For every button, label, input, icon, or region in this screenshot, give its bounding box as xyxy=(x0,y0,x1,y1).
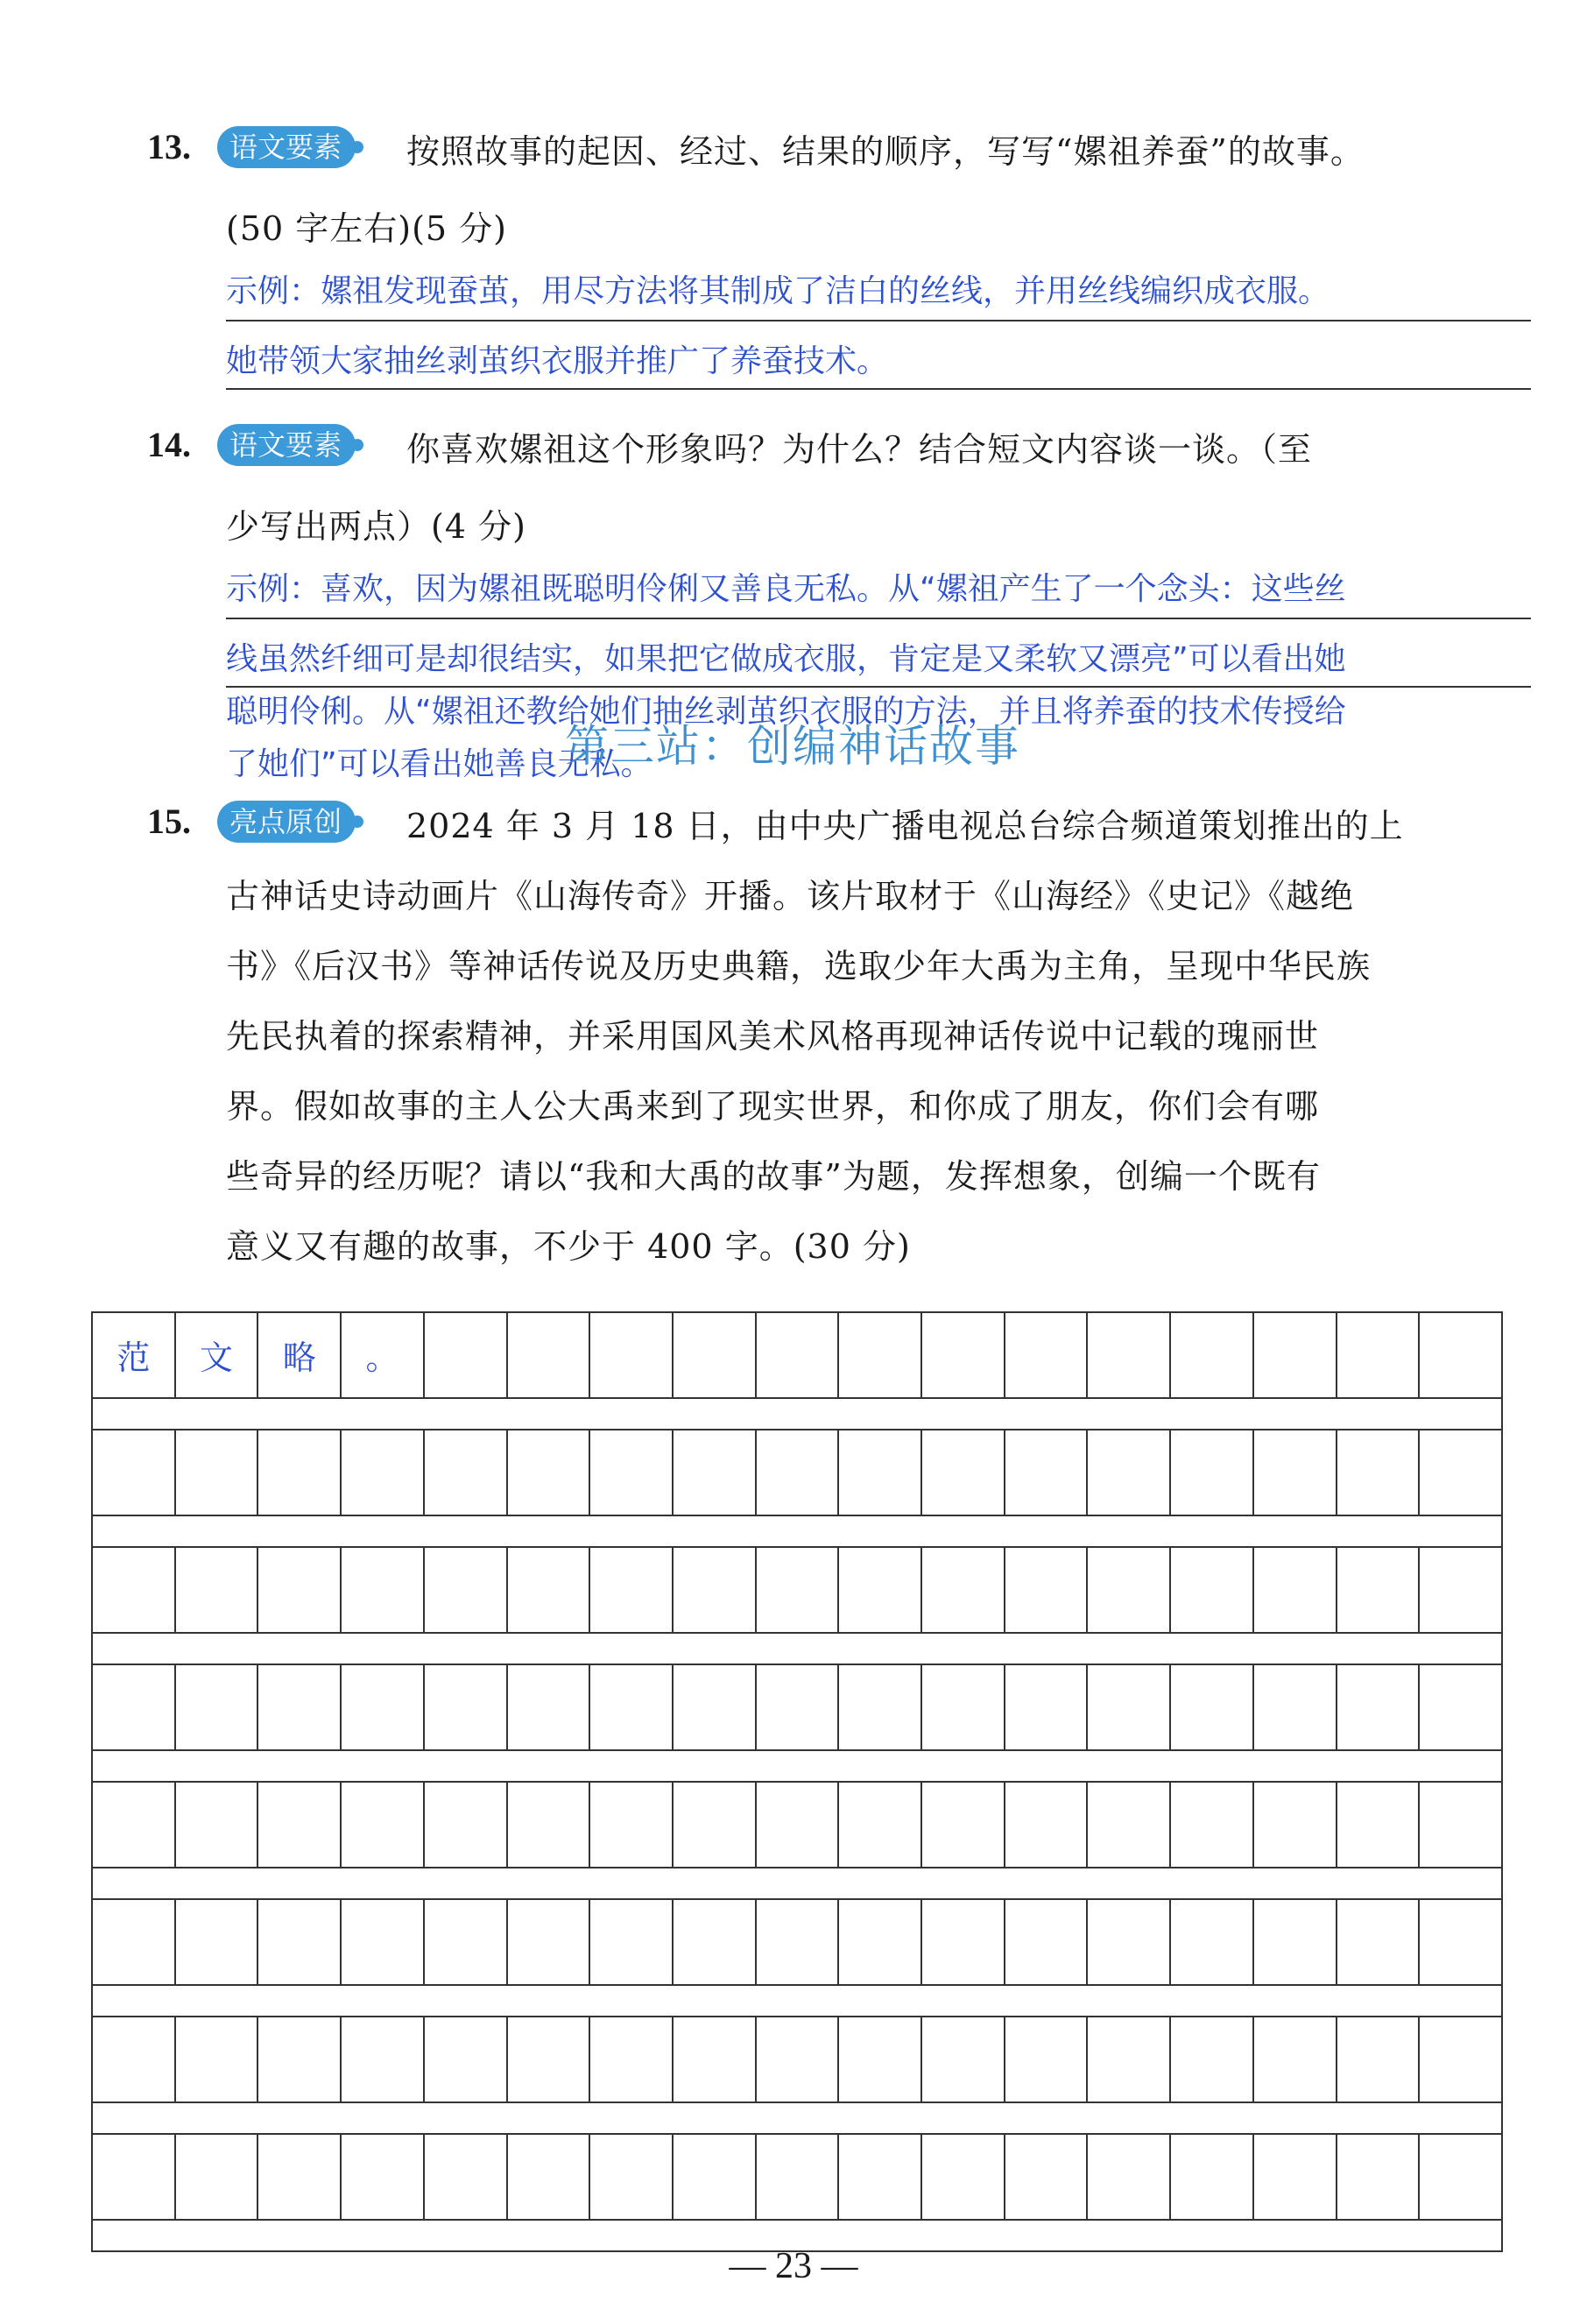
grid-cell[interactable] xyxy=(1005,2017,1089,2101)
question-text: 少写出两点）(4 分) xyxy=(226,507,526,546)
grid-cell[interactable] xyxy=(508,1548,591,1632)
grid-cell[interactable] xyxy=(1337,1313,1421,1397)
grid-cell[interactable] xyxy=(1171,1783,1254,1867)
answer-text: 聪明伶俐。从“嫘祖还教给她们抽丝剥茧织衣服的方法，并且将养蚕的技术传授给 xyxy=(226,694,1346,730)
grid-cell[interactable] xyxy=(1337,1783,1421,1867)
grid-cell[interactable] xyxy=(176,2017,259,2101)
grid-cell[interactable] xyxy=(757,1900,840,1984)
grid-cell[interactable] xyxy=(1088,2135,1171,2219)
grid-cell[interactable] xyxy=(839,1783,922,1867)
grid-row xyxy=(91,1898,1503,1984)
answer-text: 了她们”可以看出她善良无私。 xyxy=(226,746,652,782)
grid-cell[interactable] xyxy=(1337,2135,1421,2219)
tag-badge: 亮点原创 xyxy=(217,801,356,843)
grid-cell[interactable] xyxy=(590,1430,674,1515)
grid-gap xyxy=(91,1984,1503,2016)
grid-cell[interactable] xyxy=(176,1783,259,1867)
grid-cell[interactable] xyxy=(1337,1430,1421,1515)
grid-cell[interactable] xyxy=(674,1548,757,1632)
grid-cell[interactable] xyxy=(1420,1900,1501,1984)
grid-cell[interactable] xyxy=(425,1430,508,1515)
grid-gap xyxy=(91,1867,1503,1898)
grid-cell[interactable] xyxy=(258,1548,342,1632)
grid-cell[interactable] xyxy=(1171,1900,1254,1984)
answer-line xyxy=(226,320,1531,321)
grid-cell[interactable] xyxy=(342,1548,425,1632)
composition-grid xyxy=(91,1311,1503,2252)
question-text: 你喜欢嫘祖这个形象吗？为什么？结合短文内容谈一谈。（至 xyxy=(406,430,1313,469)
grid-cell[interactable] xyxy=(342,1665,425,1749)
grid-cell[interactable] xyxy=(176,1548,259,1632)
grid-cell[interactable] xyxy=(1420,1665,1501,1749)
grid-cell[interactable] xyxy=(508,1900,591,1984)
grid-cell[interactable] xyxy=(176,1430,259,1515)
grid-cell[interactable] xyxy=(93,1783,176,1867)
grid-char: 文 xyxy=(200,1339,234,1377)
grid-cell[interactable] xyxy=(757,1665,840,1749)
grid-cell[interactable] xyxy=(674,1313,757,1397)
answer-text: 她带领大家抽丝剥茧织衣服并推广了养蚕技术。 xyxy=(226,343,889,379)
grid-row xyxy=(91,1429,1503,1515)
grid-cell[interactable] xyxy=(1088,2017,1171,2101)
grid-cell[interactable] xyxy=(922,1313,1005,1397)
grid-cell[interactable] xyxy=(508,1783,591,1867)
grid-cell[interactable] xyxy=(757,1313,840,1397)
grid-cell[interactable] xyxy=(1088,1665,1171,1749)
grid-cell[interactable] xyxy=(590,1548,674,1632)
grid-cell[interactable] xyxy=(922,1665,1005,1749)
question-number: 14. xyxy=(147,425,191,464)
question-number: 13. xyxy=(147,127,191,166)
grid-row xyxy=(91,1546,1503,1632)
grid-cell[interactable] xyxy=(425,1313,508,1397)
grid-cell[interactable] xyxy=(342,1313,425,1397)
grid-cell[interactable] xyxy=(93,1900,176,1984)
grid-cell[interactable] xyxy=(1420,2135,1501,2219)
grid-cell[interactable] xyxy=(1420,1313,1501,1397)
grid-cell[interactable] xyxy=(425,2135,508,2219)
grid-cell[interactable] xyxy=(1254,2135,1337,2219)
grid-cell[interactable] xyxy=(839,1430,922,1515)
grid-cell[interactable] xyxy=(1254,1548,1337,1632)
tag-badge: 语文要素 xyxy=(217,126,356,168)
grid-cell[interactable] xyxy=(590,1665,674,1749)
grid-cell[interactable] xyxy=(922,1430,1005,1515)
grid-cell[interactable] xyxy=(1254,1783,1337,1867)
grid-cell[interactable] xyxy=(93,1313,176,1397)
grid-cell[interactable] xyxy=(93,2017,176,2101)
grid-cell[interactable] xyxy=(425,1900,508,1984)
grid-cell[interactable] xyxy=(757,2017,840,2101)
grid-cell[interactable] xyxy=(674,1665,757,1749)
grid-cell[interactable] xyxy=(922,1900,1005,1984)
tag-badge: 语文要素 xyxy=(217,424,356,466)
grid-cell[interactable] xyxy=(1254,2017,1337,2101)
grid-cell[interactable] xyxy=(1088,1783,1171,1867)
grid-cell[interactable] xyxy=(342,2135,425,2219)
grid-cell[interactable] xyxy=(508,1430,591,1515)
question-text: 按照故事的起因、经过、结果的顺序，写写“嫘祖养蚕”的故事。 xyxy=(406,132,1365,171)
grid-cell[interactable] xyxy=(757,2135,840,2219)
grid-row xyxy=(91,2133,1503,2219)
grid-cell[interactable] xyxy=(674,2017,757,2101)
answer-text: 线虽然纤细可是却很结实，如果把它做成衣服，肯定是又柔软又漂亮”可以看出她 xyxy=(226,641,1346,677)
grid-char: 略 xyxy=(282,1339,316,1377)
question-number: 15. xyxy=(147,802,191,841)
answer-text: 示例：嫘祖发现蚕茧，用尽方法将其制成了洁白的丝线，并用丝线编织成衣服。 xyxy=(226,273,1330,309)
grid-cell[interactable] xyxy=(258,1430,342,1515)
grid-cell[interactable] xyxy=(839,1900,922,1984)
grid-cell[interactable] xyxy=(922,1783,1005,1867)
answer-text: 示例：喜欢，因为嫘祖既聪明伶俐又善良无私。从“嫘祖产生了一个念头：这些丝 xyxy=(226,571,1346,607)
grid-cell[interactable] xyxy=(425,2017,508,2101)
grid-cell[interactable] xyxy=(258,1665,342,1749)
grid-cell[interactable] xyxy=(176,2135,259,2219)
grid-cell[interactable] xyxy=(1088,1900,1171,1984)
grid-cell[interactable] xyxy=(839,2135,922,2219)
grid-cell[interactable] xyxy=(590,1313,674,1397)
grid-cell[interactable] xyxy=(342,1783,425,1867)
grid-cell[interactable] xyxy=(508,2135,591,2219)
grid-cell[interactable] xyxy=(674,2135,757,2219)
grid-cell[interactable] xyxy=(757,1783,840,1867)
grid-cell[interactable] xyxy=(1005,1313,1089,1397)
question-text: 些奇异的经历呢？请以“我和大禹的故事”为题，发挥想象，创编一个既有 xyxy=(226,1157,1321,1196)
question-text: (50 字左右)(5 分) xyxy=(226,209,507,248)
grid-cell[interactable] xyxy=(176,1900,259,1984)
grid-cell[interactable] xyxy=(757,1430,840,1515)
grid-cell[interactable] xyxy=(1337,1548,1421,1632)
grid-gap xyxy=(91,1515,1503,1546)
grid-cell[interactable] xyxy=(1005,1900,1089,1984)
grid-cell[interactable] xyxy=(1420,2017,1501,2101)
grid-gap xyxy=(91,1632,1503,1664)
grid-cell[interactable] xyxy=(1088,1548,1171,1632)
grid-cell[interactable] xyxy=(176,1665,259,1749)
page-number: — 23 — xyxy=(729,2246,858,2286)
grid-cell[interactable] xyxy=(590,1900,674,1984)
grid-cell[interactable] xyxy=(1005,1665,1089,1749)
grid-cell[interactable] xyxy=(1171,1313,1254,1397)
grid-cell[interactable] xyxy=(1171,1665,1254,1749)
grid-cell[interactable] xyxy=(1254,1313,1337,1397)
grid-cell[interactable] xyxy=(258,1900,342,1984)
grid-row xyxy=(91,1781,1503,1867)
grid-cell[interactable] xyxy=(1420,1548,1501,1632)
grid-cell[interactable] xyxy=(590,1783,674,1867)
grid-cell[interactable] xyxy=(1337,1900,1421,1984)
grid-cell[interactable] xyxy=(342,2017,425,2101)
grid-cell[interactable] xyxy=(839,1548,922,1632)
grid-cell[interactable] xyxy=(425,1783,508,1867)
grid-cell[interactable] xyxy=(258,2017,342,2101)
grid-cell[interactable] xyxy=(590,2135,674,2219)
grid-cell[interactable] xyxy=(425,1548,508,1632)
grid-cell[interactable] xyxy=(1254,1430,1337,1515)
grid-cell[interactable] xyxy=(757,1548,840,1632)
grid-cell[interactable] xyxy=(1171,2017,1254,2101)
grid-cell[interactable] xyxy=(1254,1900,1337,1984)
grid-cell[interactable] xyxy=(1254,1665,1337,1749)
grid-cell[interactable] xyxy=(93,2135,176,2219)
answer-line xyxy=(226,388,1531,390)
grid-cell[interactable] xyxy=(93,1665,176,1749)
grid-cell[interactable] xyxy=(1171,1548,1254,1632)
grid-cell[interactable] xyxy=(922,2135,1005,2219)
question-text: 书》《后汉书》等神话传说及历史典籍，选取少年大禹为主角，呈现中华民族 xyxy=(226,947,1372,985)
grid-char: 。 xyxy=(365,1339,399,1377)
grid-cell[interactable] xyxy=(1005,1430,1089,1515)
grid-cell[interactable] xyxy=(258,1313,342,1397)
grid-cell[interactable] xyxy=(1171,2135,1254,2219)
grid-cell[interactable] xyxy=(508,2017,591,2101)
grid-cell[interactable] xyxy=(1337,1665,1421,1749)
grid-row xyxy=(91,1664,1503,1749)
question-text: 意义又有趣的故事，不少于 400 字。(30 分) xyxy=(226,1227,911,1266)
grid-cell[interactable] xyxy=(1088,1430,1171,1515)
grid-cell[interactable] xyxy=(839,2017,922,2101)
grid-cell[interactable] xyxy=(674,1430,757,1515)
grid-cell[interactable] xyxy=(93,1430,176,1515)
question-text: 2024 年 3 月 18 日，由中央广播电视总台综合频道策划推出的上 xyxy=(406,807,1404,845)
grid-cell[interactable] xyxy=(342,1900,425,1984)
grid-cell[interactable] xyxy=(93,1548,176,1632)
grid-cell[interactable] xyxy=(839,1665,922,1749)
grid-row xyxy=(91,1311,1503,1397)
grid-cell[interactable] xyxy=(258,2135,342,2219)
grid-cell[interactable] xyxy=(674,1900,757,1984)
grid-gap xyxy=(91,1397,1503,1429)
section-title: 第三站：创编神话故事 xyxy=(565,721,1020,772)
grid-char: 范 xyxy=(116,1339,151,1377)
grid-cell[interactable] xyxy=(176,1313,259,1397)
grid-cell[interactable] xyxy=(258,1783,342,1867)
grid-gap xyxy=(91,1749,1503,1781)
grid-cell[interactable] xyxy=(1337,2017,1421,2101)
grid-cell[interactable] xyxy=(590,2017,674,2101)
grid-cell[interactable] xyxy=(1005,1783,1089,1867)
grid-cell[interactable] xyxy=(1171,1430,1254,1515)
answer-line xyxy=(226,618,1531,619)
grid-cell[interactable] xyxy=(1088,1313,1171,1397)
grid-cell[interactable] xyxy=(922,1548,1005,1632)
grid-cell[interactable] xyxy=(508,1665,591,1749)
grid-cell[interactable] xyxy=(1420,1430,1501,1515)
grid-cell[interactable] xyxy=(425,1665,508,1749)
question-text: 界。假如故事的主人公大禹来到了现实世界，和你成了朋友，你们会有哪 xyxy=(226,1087,1320,1126)
grid-cell[interactable] xyxy=(674,1783,757,1867)
grid-cell[interactable] xyxy=(922,2017,1005,2101)
question-text: 古神话史诗动画片《山海传奇》开播。该片取材于《山海经》《史记》《越绝 xyxy=(226,877,1355,915)
grid-cell[interactable] xyxy=(839,1313,922,1397)
grid-cell[interactable] xyxy=(1005,2135,1089,2219)
grid-cell[interactable] xyxy=(1420,1783,1501,1867)
grid-gap xyxy=(91,2101,1503,2133)
grid-cell[interactable] xyxy=(342,1430,425,1515)
grid-cell[interactable] xyxy=(508,1313,591,1397)
grid-cell[interactable] xyxy=(1005,1548,1089,1632)
grid-row xyxy=(91,2016,1503,2101)
question-text: 先民执着的探索精神，并采用国风美术风格再现神话传说中记载的瑰丽世 xyxy=(226,1017,1320,1056)
